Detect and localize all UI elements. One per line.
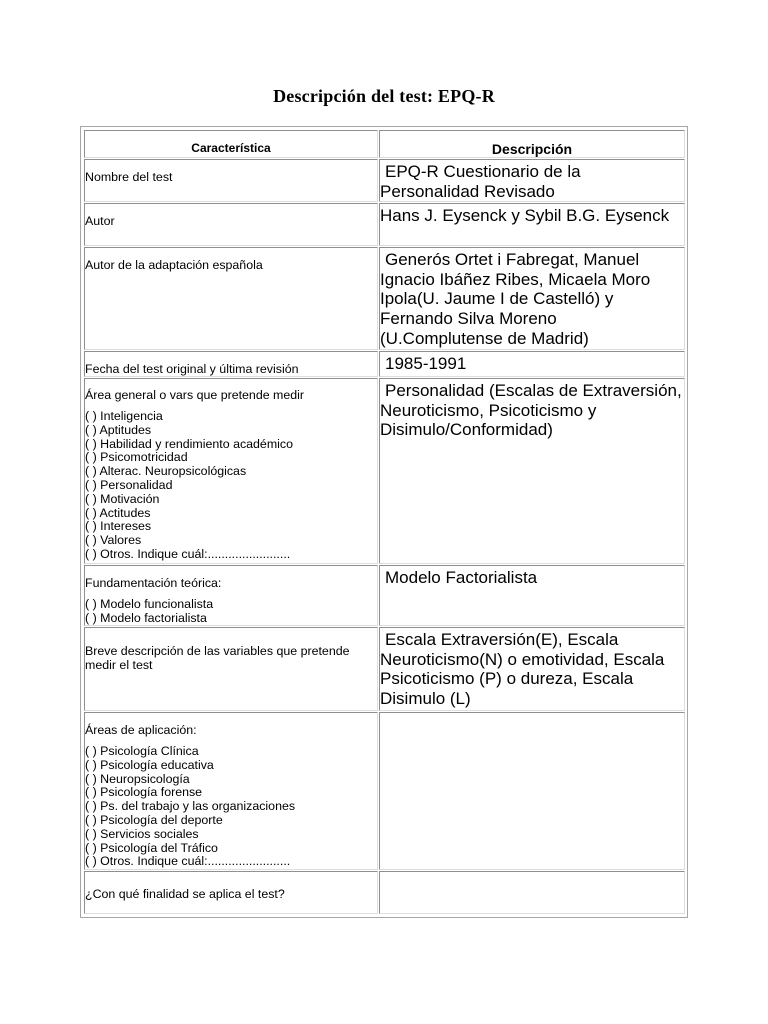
row-value-author: Hans J. Eysenck y Sybil B.G. Eysenck	[379, 203, 685, 246]
option-item: ( ) Otros. Indique cuál:........................	[85, 546, 291, 561]
row-value-adaptation-author: Generós Ortet i Fabregat, Manuel Ignacio Ibáñez Ribes, Micaela Moro Ipola(U. Jaume I de Castelló) y Fernando Silva Moreno (U.Complutense de Madrid)	[379, 247, 685, 350]
option-item: ( ) Modelo factorialista	[85, 610, 207, 625]
row-value-purpose	[379, 871, 685, 914]
row-label-purpose: ¿Con qué finalidad se aplica el test?	[84, 871, 378, 914]
option-item: ( ) Otros. Indique cuál:........................	[85, 854, 291, 869]
option-item: ( ) Alterac. Neuropsicológicas	[85, 464, 247, 479]
row-value-test-name: EPQ-R Cuestionario de la Personalidad Revisado	[379, 159, 685, 202]
option-item: ( ) Personalidad	[85, 477, 173, 492]
row-label-application-areas: Áreas de aplicación: ( ) Psicología Clínica ( ) Psicología educativa ( ) Neuropsicología ( ) Psicología forense ( ) Ps. del trabajo y las organizaciones ( ) Psicología del deporte ( ) Servicios sociales ( ) Psicología del Tráfico ( ) Otros. Indique cuál:........................	[84, 712, 378, 870]
option-item: ( ) Motivación	[85, 491, 160, 506]
row-value-date: 1985-1991	[379, 351, 685, 377]
row-label-adaptation-author: Autor de la adaptación española	[84, 247, 378, 350]
header-description: Descripción	[379, 130, 685, 158]
general-area-options	[85, 410, 377, 562]
header-characteristic: Característica	[84, 130, 378, 158]
row-label-general-area: Área general o vars que pretende medir ( ) Inteligencia ( ) Aptitudes ( ) Habilidad y rendimiento académico ( ) Psicomotricidad ( ) Alterac. Neuropsicológicas ( ) Personalidad ( ) Motivación ( ) Actitudes ( ) Intereses ( ) Valores ( ) Otros. Indique cuál:........................	[84, 378, 378, 564]
option-item: ( ) Modelo funcionalista	[85, 597, 214, 611]
option-item: ( ) Psicología educativa	[85, 757, 214, 772]
row-label-date: Fecha del test original y última revisión	[84, 351, 378, 377]
option-item: ( ) Psicología del deporte	[85, 812, 223, 827]
row-value-general-area: Personalidad (Escalas de Extraversión, Neuroticismo, Psicoticismo y Disimulo/Conformidad)	[379, 378, 685, 564]
row-label-variables: Breve descripción de las variables que pretende medir el test	[84, 627, 378, 711]
row-label-test-name: Nombre del test	[84, 159, 378, 202]
option-item: ( ) Psicomotricidad	[85, 450, 188, 465]
row-value-theoretical-basis: Modelo Factorialista	[379, 565, 685, 626]
option-item: ( ) Inteligencia	[85, 409, 163, 423]
option-item: ( ) Valores	[85, 533, 142, 548]
description-table	[80, 126, 688, 918]
option-item: ( ) Actitudes	[85, 505, 151, 520]
application-areas-options	[85, 745, 377, 869]
theoretical-basis-options	[85, 598, 377, 626]
option-item: ( ) Intereses	[85, 519, 152, 534]
option-item: ( ) Habilidad y rendimiento académico	[85, 436, 293, 451]
option-item: ( ) Aptitudes	[85, 422, 152, 437]
option-item: ( ) Ps. del trabajo y las organizaciones	[85, 799, 296, 814]
option-item: ( ) Servicios sociales	[85, 826, 199, 841]
row-label-theoretical-basis: Fundamentación teórica: ( ) Modelo funcionalista ( ) Modelo factorialista	[84, 565, 378, 626]
option-item: ( ) Psicología del Tráfico	[85, 840, 218, 855]
row-value-application-areas	[379, 712, 685, 870]
row-label-author: Autor	[84, 203, 378, 246]
option-item: ( ) Psicología Clínica	[85, 744, 199, 758]
option-item: ( ) Neuropsicología	[85, 771, 190, 786]
option-item: ( ) Psicología forense	[85, 785, 203, 800]
document-title: Descripción del test: EPQ-R	[273, 86, 495, 106]
row-value-variables: Escala Extraversión(E), Escala Neuroticismo(N) o emotividad, Escala Psicoticismo (P) o dureza, Escala Disimulo (L)	[379, 627, 685, 711]
